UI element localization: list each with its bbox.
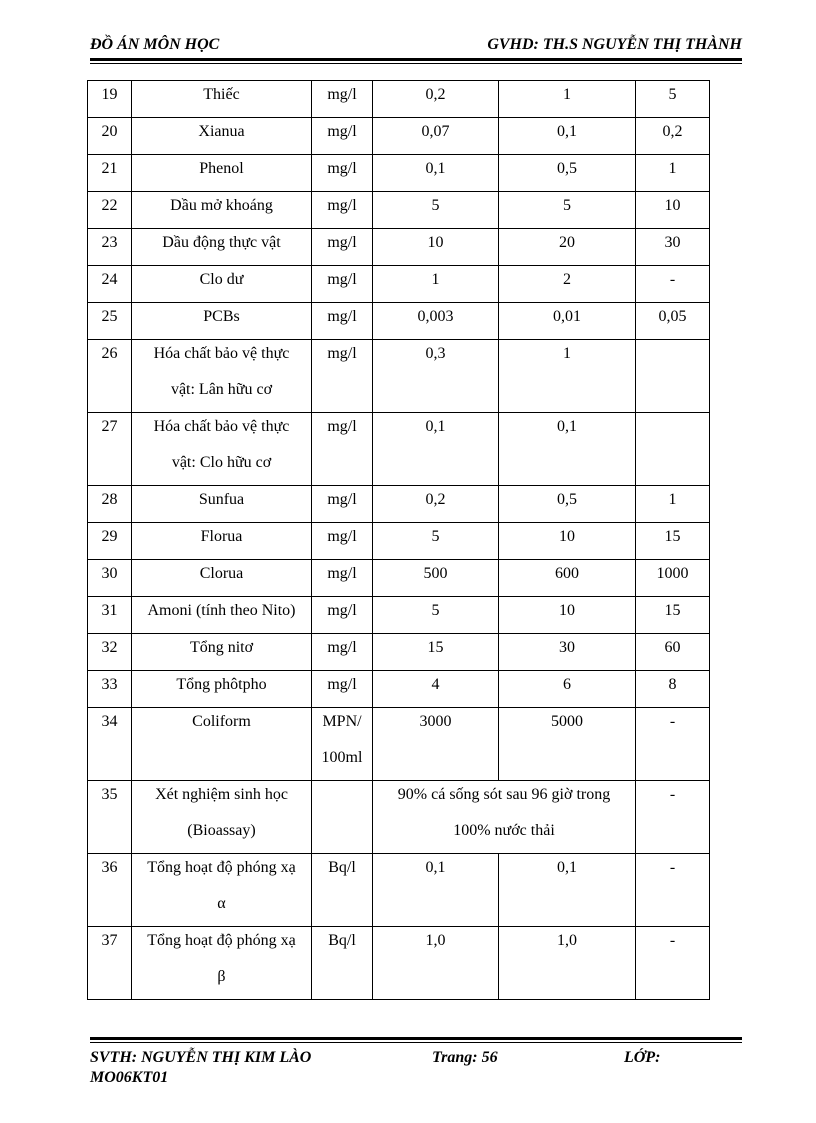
cell-parameter-line: Dầu động thực vật: [162, 234, 281, 251]
cell-unit: [312, 523, 373, 560]
cell-limit-a: [373, 671, 499, 708]
cell-limit-a: [373, 486, 499, 523]
cell-unit-line: mg/l: [327, 676, 357, 693]
cell-index: [88, 413, 132, 486]
cell-limit-a: [373, 118, 499, 155]
standards-table: [87, 80, 710, 1000]
footer-page-number: Trang: 56: [432, 1049, 498, 1066]
cell-limit-c: [636, 597, 710, 634]
cell-limit-b-text: 10: [559, 602, 575, 619]
cell-index: [88, 486, 132, 523]
cell-limit-c-text: 10: [664, 197, 681, 214]
cell-limit-c-text: 5: [668, 86, 677, 103]
cell-limit-c-text: -: [669, 713, 676, 730]
cell-parameter-line: Tổng phôtpho: [176, 676, 267, 693]
cell-index-text: 37: [101, 932, 118, 949]
cell-unit-line: 100ml: [321, 749, 363, 766]
cell-limit-b-text: 0,5: [557, 491, 577, 508]
cell-limit-c: [636, 560, 710, 597]
header-rule-thick: [90, 58, 742, 61]
cell-unit: [312, 266, 373, 303]
cell-index: [88, 634, 132, 671]
footer-rule-thin: [90, 1042, 742, 1043]
cell-index-text: 30: [101, 565, 118, 582]
cell-parameter: [132, 303, 312, 340]
table-row: [88, 229, 710, 266]
cell-limit-a: [373, 266, 499, 303]
cell-limit-b-text: 0,1: [557, 859, 577, 876]
cell-limit-a-text: 5: [431, 602, 440, 619]
cell-index: [88, 229, 132, 266]
header-course-title: ĐỒ ÁN MÔN HỌC: [90, 36, 220, 53]
cell-limit-b: [499, 340, 636, 413]
cell-parameter-line: Coliform: [192, 713, 251, 730]
cell-index: [88, 523, 132, 560]
cell-parameter: [132, 671, 312, 708]
cell-limit-a-text: 5: [431, 197, 440, 214]
cell-limit-a-text: 500: [423, 565, 448, 582]
cell-limit-b: [499, 560, 636, 597]
cell-limit-b-text: 20: [559, 234, 575, 251]
cell-unit: [312, 597, 373, 634]
cell-index-text: 19: [101, 86, 118, 103]
cell-unit-line: mg/l: [327, 602, 357, 619]
cell-limit-a-text: 0,2: [425, 86, 446, 103]
cell-parameter: [132, 597, 312, 634]
cell-limit-b-text: 0,1: [557, 123, 577, 140]
table-row: [88, 118, 710, 155]
cell-index: [88, 560, 132, 597]
cell-unit-line: mg/l: [327, 197, 357, 214]
cell-limit-c-text: 60: [664, 639, 681, 656]
cell-index-text: 33: [101, 676, 118, 693]
cell-limit-a-text: 0,1: [425, 418, 446, 435]
cell-limit-a-text: 3000: [419, 713, 452, 730]
cell-parameter: [132, 781, 312, 854]
cell-merged-limit-line: 100% nước thải: [453, 822, 555, 839]
cell-limit-c-text: 15: [664, 602, 681, 619]
cell-index-text: 20: [101, 123, 118, 140]
cell-parameter-line: Tổng hoạt độ phóng xạ: [147, 932, 296, 949]
cell-parameter: [132, 634, 312, 671]
cell-parameter: [132, 854, 312, 927]
cell-limit-c: [636, 781, 710, 854]
cell-unit: [312, 303, 373, 340]
cell-limit-b-text: 30: [559, 639, 575, 656]
cell-unit: [312, 927, 373, 1000]
cell-limit-b: [499, 192, 636, 229]
cell-unit-line: MPN/: [322, 713, 362, 730]
table-row: [88, 560, 710, 597]
cell-index-text: 22: [101, 197, 118, 214]
cell-limit-b-text: 600: [555, 565, 579, 582]
cell-limit-b: [499, 854, 636, 927]
cell-parameter: [132, 192, 312, 229]
cell-limit-c: [636, 854, 710, 927]
cell-limit-a-text: 10: [427, 234, 444, 251]
cell-limit-b: [499, 303, 636, 340]
cell-parameter-line: Clo dư: [199, 271, 244, 288]
cell-index: [88, 781, 132, 854]
footer-class-code: MO06KT01: [90, 1069, 169, 1086]
cell-unit-line: mg/l: [327, 345, 357, 362]
cell-limit-c: [636, 671, 710, 708]
cell-parameter-line: (Bioassay): [187, 822, 256, 839]
cell-limit-a: [373, 155, 499, 192]
cell-unit-line: Bq/l: [328, 932, 356, 949]
cell-parameter: [132, 708, 312, 781]
cell-limit-c: [636, 523, 710, 560]
cell-limit-a: [373, 597, 499, 634]
cell-limit-b: [499, 81, 636, 118]
cell-limit-a-text: 0,003: [417, 308, 454, 325]
cell-index: [88, 118, 132, 155]
cell-parameter-line: Xét nghiệm sinh học: [155, 786, 288, 803]
cell-unit-line: mg/l: [327, 639, 357, 656]
cell-parameter-line: Tổng hoạt độ phóng xạ: [147, 859, 296, 876]
cell-parameter: [132, 229, 312, 266]
cell-parameter-line: Phenol: [199, 160, 244, 177]
cell-unit: [312, 854, 373, 927]
cell-limit-b-text: 1: [563, 86, 571, 103]
cell-limit-a: [373, 229, 499, 266]
cell-limit-a: [373, 81, 499, 118]
cell-unit: [312, 229, 373, 266]
cell-unit: [312, 708, 373, 781]
cell-limit-b: [499, 927, 636, 1000]
cell-limit-c: [636, 927, 710, 1000]
cell-parameter-line: Tổng nitơ: [189, 639, 254, 656]
cell-limit-b-text: 1: [563, 345, 571, 362]
cell-limit-b-text: 5000: [551, 713, 583, 730]
cell-limit-a: [373, 854, 499, 927]
cell-index-text: 25: [101, 308, 118, 325]
cell-limit-c: [636, 81, 710, 118]
cell-index: [88, 81, 132, 118]
cell-index: [88, 708, 132, 781]
cell-limit-b-text: 0,1: [557, 418, 577, 435]
cell-limit-a-text: 1: [431, 271, 440, 288]
cell-index-text: 21: [101, 160, 118, 177]
cell-parameter-line: Thiếc: [203, 86, 240, 103]
cell-limit-c: [636, 340, 710, 413]
cell-limit-c: [636, 192, 710, 229]
cell-parameter: [132, 413, 312, 486]
cell-limit-a: [373, 634, 499, 671]
cell-index: [88, 155, 132, 192]
cell-limit-b-text: 1,0: [557, 932, 577, 949]
table-row: [88, 303, 710, 340]
cell-unit-line: mg/l: [327, 123, 357, 140]
cell-unit: [312, 486, 373, 523]
cell-index-text: 31: [101, 602, 118, 619]
cell-index-text: 36: [101, 859, 118, 876]
table-row: [88, 81, 710, 118]
cell-limit-c: [636, 229, 710, 266]
cell-limit-a-text: 4: [431, 676, 440, 693]
cell-limit-c: [636, 708, 710, 781]
cell-limit-c-text: -: [669, 786, 676, 803]
cell-parameter: [132, 560, 312, 597]
cell-unit: [312, 781, 373, 854]
cell-limit-c: [636, 486, 710, 523]
cell-limit-c-text: 0,2: [662, 123, 683, 140]
cell-limit-c-text: 1000: [656, 565, 689, 582]
cell-index-text: 26: [101, 345, 118, 362]
table-row: [88, 340, 710, 413]
cell-parameter-line: Dầu mở khoáng: [170, 197, 273, 214]
cell-index: [88, 340, 132, 413]
table-row: [88, 192, 710, 229]
table-row: [88, 781, 710, 854]
cell-index: [88, 303, 132, 340]
cell-limit-b: [499, 118, 636, 155]
cell-parameter-line: Hóa chất bảo vệ thực: [153, 345, 290, 362]
cell-limit-b-text: 5: [563, 197, 571, 214]
cell-limit-a-text: 0,07: [421, 123, 450, 140]
page-footer: [90, 1049, 742, 1093]
cell-limit-c: [636, 155, 710, 192]
table-row: [88, 486, 710, 523]
table-row: [88, 266, 710, 303]
table-row: [88, 523, 710, 560]
cell-parameter-line: Clorua: [199, 565, 244, 582]
cell-unit-line: mg/l: [327, 86, 357, 103]
cell-parameter-line: β: [217, 968, 226, 985]
cell-index: [88, 192, 132, 229]
cell-unit-line: mg/l: [327, 491, 357, 508]
cell-limit-b-text: 10: [559, 528, 575, 545]
cell-limit-c-text: 8: [668, 676, 677, 693]
cell-limit-b: [499, 708, 636, 781]
cell-limit-a: [373, 413, 499, 486]
cell-limit-a-text: 0,1: [425, 160, 446, 177]
cell-merged-limit-line: 90% cá sống sót sau 96 giờ trong: [397, 786, 611, 803]
cell-parameter: [132, 118, 312, 155]
header-rule-thin: [90, 63, 742, 64]
footer-student: SVTH: NGUYỄN THỊ KIM LÀO: [90, 1049, 312, 1066]
cell-index-text: 23: [101, 234, 118, 251]
cell-unit-line: mg/l: [327, 271, 357, 288]
cell-limit-c-text: -: [669, 932, 676, 949]
cell-limit-c-text: 30: [664, 234, 681, 251]
cell-unit: [312, 192, 373, 229]
cell-index-text: 27: [101, 418, 118, 435]
cell-parameter-line: Florua: [200, 528, 243, 545]
cell-index-text: 29: [101, 528, 118, 545]
cell-limit-b-text: 2: [563, 271, 571, 288]
cell-unit-line: mg/l: [327, 528, 357, 545]
table-row: [88, 597, 710, 634]
cell-limit-c: [636, 118, 710, 155]
cell-index-text: 35: [101, 786, 118, 803]
cell-limit-b-text: 0,5: [557, 160, 577, 177]
cell-unit: [312, 671, 373, 708]
cell-parameter: [132, 155, 312, 192]
cell-index-text: 34: [101, 713, 118, 730]
cell-index: [88, 597, 132, 634]
cell-limit-c-text: 15: [664, 528, 681, 545]
cell-parameter-line: PCBs: [203, 308, 240, 325]
cell-limit-b: [499, 523, 636, 560]
cell-limit-c: [636, 266, 710, 303]
cell-limit-b: [499, 413, 636, 486]
cell-limit-a: [373, 340, 499, 413]
cell-parameter-line: Sunfua: [198, 491, 245, 508]
cell-unit-line: mg/l: [327, 160, 357, 177]
cell-limit-c: [636, 303, 710, 340]
cell-limit-a-text: 1,0: [425, 932, 446, 949]
cell-limit-a-text: 5: [431, 528, 440, 545]
cell-unit: [312, 340, 373, 413]
cell-limit-a: [373, 523, 499, 560]
cell-limit-b: [499, 486, 636, 523]
table-row: [88, 708, 710, 781]
cell-unit-line: Bq/l: [328, 859, 356, 876]
table-row: [88, 927, 710, 1000]
table-row: [88, 634, 710, 671]
cell-limit-b-text: 0,01: [553, 308, 581, 325]
cell-parameter: [132, 340, 312, 413]
cell-parameter: [132, 486, 312, 523]
header-instructor: GVHD: TH.S NGUYỄN THỊ THÀNH: [487, 36, 742, 53]
table-row: [88, 413, 710, 486]
cell-limit-a-text: 15: [427, 639, 444, 656]
cell-limit-a-text: 0,2: [425, 491, 446, 508]
cell-parameter-line: Hóa chất bảo vệ thực: [153, 418, 290, 435]
cell-limit-a-text: 0,3: [425, 345, 446, 362]
page-header: [90, 36, 742, 58]
cell-parameter-line: Amoni (tính theo Nito): [147, 602, 296, 619]
cell-parameter-line: Xianua: [198, 123, 245, 140]
cell-limit-b: [499, 266, 636, 303]
cell-limit-a: [373, 927, 499, 1000]
cell-limit-c-text: 1: [668, 491, 677, 508]
cell-limit-a: [373, 192, 499, 229]
cell-limit-b: [499, 155, 636, 192]
cell-limit-b: [499, 597, 636, 634]
cell-limit-c-text: 0,05: [658, 308, 687, 325]
cell-parameter-line: vật: Lân hữu cơ: [170, 381, 273, 398]
footer-rule-thick: [90, 1037, 742, 1040]
cell-unit: [312, 560, 373, 597]
cell-unit: [312, 413, 373, 486]
table-row: [88, 155, 710, 192]
cell-limit-a: [373, 303, 499, 340]
table-row: [88, 671, 710, 708]
cell-index-text: 28: [101, 491, 118, 508]
cell-parameter: [132, 523, 312, 560]
cell-parameter-line: vật: Clo hữu cơ: [171, 454, 272, 471]
cell-index: [88, 266, 132, 303]
table-row: [88, 854, 710, 927]
cell-limit-b: [499, 671, 636, 708]
cell-unit: [312, 118, 373, 155]
cell-unit: [312, 81, 373, 118]
cell-parameter: [132, 266, 312, 303]
cell-limit-c: [636, 413, 710, 486]
cell-index: [88, 854, 132, 927]
cell-limit-c-text: -: [669, 271, 676, 288]
cell-limit-b: [499, 229, 636, 266]
cell-parameter: [132, 81, 312, 118]
cell-parameter: [132, 927, 312, 1000]
cell-limit-b-text: 6: [563, 676, 571, 693]
footer-class-label: LỚP:: [624, 1049, 661, 1066]
cell-unit-line: mg/l: [327, 418, 357, 435]
cell-limit-a: [373, 708, 499, 781]
cell-limit-a: [373, 560, 499, 597]
cell-index: [88, 927, 132, 1000]
cell-index: [88, 671, 132, 708]
cell-index-text: 32: [101, 639, 118, 656]
cell-unit-line: mg/l: [327, 308, 357, 325]
cell-unit-line: mg/l: [327, 565, 357, 582]
cell-merged-limit: [373, 781, 636, 854]
cell-limit-c-text: -: [669, 859, 676, 876]
cell-unit: [312, 634, 373, 671]
cell-unit: [312, 155, 373, 192]
cell-limit-a-text: 0,1: [425, 859, 446, 876]
cell-index-text: 24: [101, 271, 118, 288]
cell-unit-line: mg/l: [327, 234, 357, 251]
cell-limit-b: [499, 634, 636, 671]
cell-parameter-line: α: [217, 895, 226, 912]
cell-limit-c-text: 1: [668, 160, 677, 177]
cell-limit-c: [636, 634, 710, 671]
